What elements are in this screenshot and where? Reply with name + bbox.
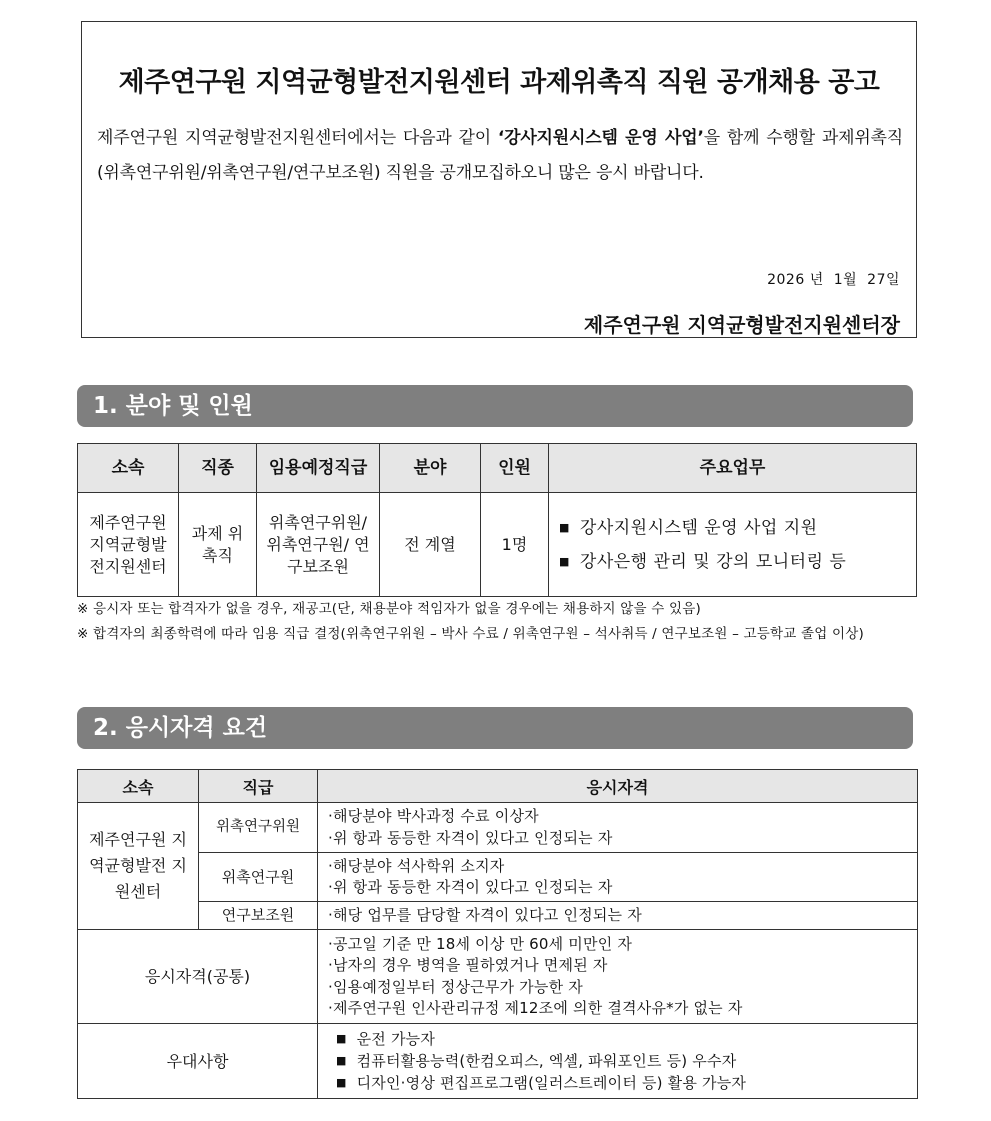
notice-body <box>97 121 903 191</box>
positions-header-row <box>78 444 917 493</box>
qualifications-table <box>77 769 918 1099</box>
list-item: ■ 운전 가능자 <box>336 1030 436 1048</box>
note-grade-decision: ※ 합격자의 최종학력에 따라 임용 직급 결정(위촉연구위원 – 박사 수료 / 위촉연구원 – 석사취득 / 연구보조원 – 고등학교 졸업 이상) <box>77 626 864 642</box>
cell-common-label: 응시자격(공통) <box>78 930 318 1024</box>
list-item: ■ 강사은행 관리 및 강의 모니터링 등 <box>559 551 847 572</box>
cell-preference-items <box>318 1024 918 1099</box>
table-row <box>78 930 918 1024</box>
square-bullet-icon: ■ <box>336 1032 347 1045</box>
qualifications-header-row <box>78 770 918 803</box>
cell-reqs-research-fellow: ·해당분야 박사과정 수료 이상자 ·위 항과 동등한 자격이 있다고 인정되는 자 <box>318 803 918 853</box>
cell-reqs-researcher: ·해당분야 석사학위 소지자 ·위 항과 동등한 자격이 있다고 인정되는 자 <box>318 853 918 902</box>
note-reannouncement: ※ 응시자 또는 합격자가 없을 경우, 재공고(단, 채용분야 적임자가 없을 경우에는 채용하지 않을 수 있음) <box>77 601 701 617</box>
list-item: ■ 강사지원시스템 운영 사업 지원 <box>559 517 818 538</box>
table-row <box>78 493 917 597</box>
cell-field: 전 계열 <box>380 493 481 597</box>
square-bullet-icon: ■ <box>336 1076 347 1089</box>
cell-affiliation: 제주연구원 지역균형발전지원센터 <box>78 493 179 597</box>
section1-heading: 1. 분야 및 인원 <box>77 385 913 427</box>
date-day: 27일 <box>867 272 900 288</box>
header-grade: 직급 <box>199 770 318 803</box>
cell-duties <box>549 493 917 597</box>
notice-box <box>81 21 917 338</box>
notice-title: 제주연구원 지역균형발전지원센터 과제위촉직 직원 공개채용 공고 <box>118 67 880 98</box>
notice-body-part1: 제주연구원 지역균형발전지원센터에서는 다음과 같이 <box>97 128 498 148</box>
table-row <box>78 1024 918 1099</box>
list-item: ■ 디자인·영상 편집프로그램(일러스트레이터 등) 활용 가능자 <box>336 1074 747 1092</box>
notice-signer: 제주연구원 지역균형발전지원센터장 <box>583 313 900 337</box>
section2-heading: 2. 응시자격 요건 <box>77 707 913 749</box>
square-bullet-icon: ■ <box>336 1054 347 1067</box>
table-row <box>78 803 918 853</box>
cell-common-reqs: ·공고일 기준 만 18세 이상 만 60세 미만인 자 ·남자의 경우 병역을 필하였거나 면제된 자 ·임용예정일부터 정상근무가 가능한 자 ·제주연구원 인사관리규정 제12조에 의한 결격사유*가 없는 자 <box>318 930 918 1024</box>
table-row <box>78 902 918 930</box>
header-field: 분야 <box>380 444 481 493</box>
header-grade: 임용예정직급 <box>257 444 380 493</box>
square-bullet-icon: ■ <box>559 520 570 534</box>
header-affiliation: 소속 <box>78 770 199 803</box>
cell-grade-researcher: 위촉연구원 <box>199 853 318 902</box>
cell-grade: 위촉연구위원/ 위촉연구원/ 연구보조원 <box>257 493 380 597</box>
cell-job-type: 과제 위촉직 <box>179 493 257 597</box>
header-job-type: 직종 <box>179 444 257 493</box>
header-duties: 주요업무 <box>549 444 917 493</box>
date-month: 1월 <box>833 272 858 288</box>
cell-count: 1명 <box>481 493 549 597</box>
header-affiliation: 소속 <box>78 444 179 493</box>
header-count: 인원 <box>481 444 549 493</box>
notice-date <box>757 269 900 289</box>
notice-body-project-name: ‘강사지원시스템 운영 사업’ <box>497 128 704 148</box>
cell-reqs-assistant: ·해당 업무를 담당할 자격이 있다고 인정되는 자 <box>318 902 918 930</box>
date-year: 2026 년 <box>767 272 824 288</box>
square-bullet-icon: ■ <box>559 554 570 568</box>
cell-grade-assistant: 연구보조원 <box>199 902 318 930</box>
header-qualifications: 응시자격 <box>318 770 918 803</box>
notice-body-part2: 을 함께 수행할 과제위촉직(위촉연구위원/위촉연구원/연구보조원) 직원을 공개모집하오니 많은 응시 바랍니다. <box>97 128 903 183</box>
table-row <box>78 853 918 902</box>
cell-grade-research-fellow: 위촉연구위원 <box>199 803 318 853</box>
section1-notes <box>77 597 917 647</box>
list-item: ■ 컴퓨터활용능력(한컴오피스, 엑셀, 파워포인트 등) 우수자 <box>336 1052 737 1070</box>
positions-table <box>77 443 917 597</box>
cell-preference-label: 우대사항 <box>78 1024 318 1099</box>
cell-affiliation: 제주연구원 지역균형발전 지원센터 <box>78 803 199 930</box>
